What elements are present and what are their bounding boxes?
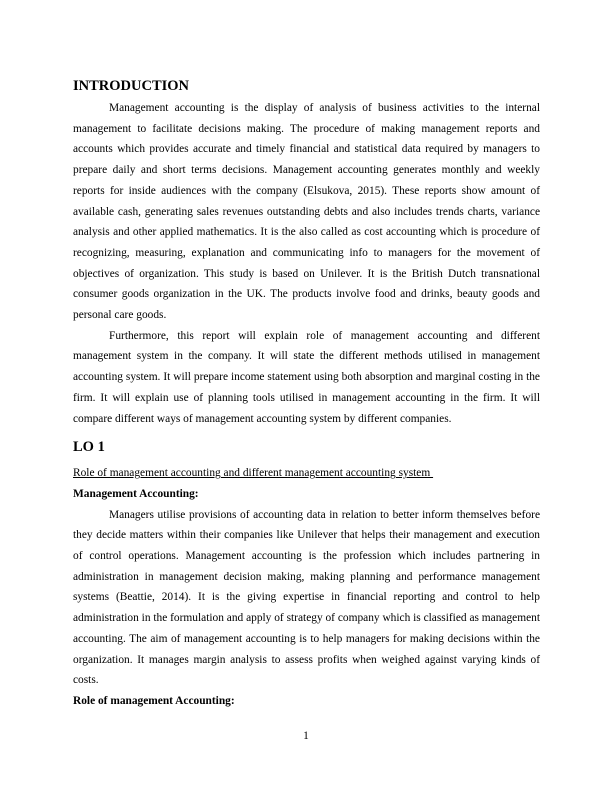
introduction-paragraph-1: Management accounting is the display of analysis of business activities to the internal management to facilitate decisions making. The procedure of making management reports and accounts which provides accurate and timely financial and statistical data required by managers to prepare daily and short terms decisions. Management accounting generates monthly and weekly reports for inside audiences with the company (Elsukova, 2015). These reports show amount of available cash, generating sales revenues outstanding debts and also includes trends charts, variance analysis and other applied mathematics. It is the also called as cost accounting which is procedure of recognizing, measuring, explanation and communicating info to managers for the movement of objectives of organization. This study is based on Unilever. It is the British Dutch transnational consumer goods organization in the UK. The products involve food and drinks, beauty goods and personal care goods. (73, 102, 540, 322)
management-accounting-paragraph: Managers utilise provisions of accounting data in relation to better inform themselves before they decide matters within their companies like Unilever that helps their management and execution of control operations. Management accounting is the profession which includes partnering in administration in management decision making, making planning and performance management systems (Beattie, 2014). It is the giving expertise in financial reporting and control to help administration in the formulation and apply of strategy of company which is classified as management accounting. The aim of management accounting is to help managers for making decisions within the organization. It manages margin analysis to assess profits when weighed against varying kinds of costs. (73, 508, 540, 687)
lo1-section-title: Role of management accounting and different management accounting system (73, 467, 434, 480)
introduction-heading: INTRODUCTION (73, 78, 190, 94)
management-accounting-heading: Management Accounting: (73, 487, 199, 500)
lo1-heading: LO 1 (73, 439, 105, 456)
introduction-paragraph-2: Furthermore, this report will explain role of management accounting and different management system in the company. It will state the different methods utilised in management accounting system. It will prepare income statement using both absorption and marginal costing in the firm. It will explain use of planning tools utilised in management accounting in the firm. It will compare different ways of management accounting system by different companies. (73, 329, 540, 425)
role-of-management-accounting-heading: Role of management Accounting: (73, 694, 235, 707)
page-number: 1 (303, 730, 309, 742)
page-content (73, 75, 540, 712)
